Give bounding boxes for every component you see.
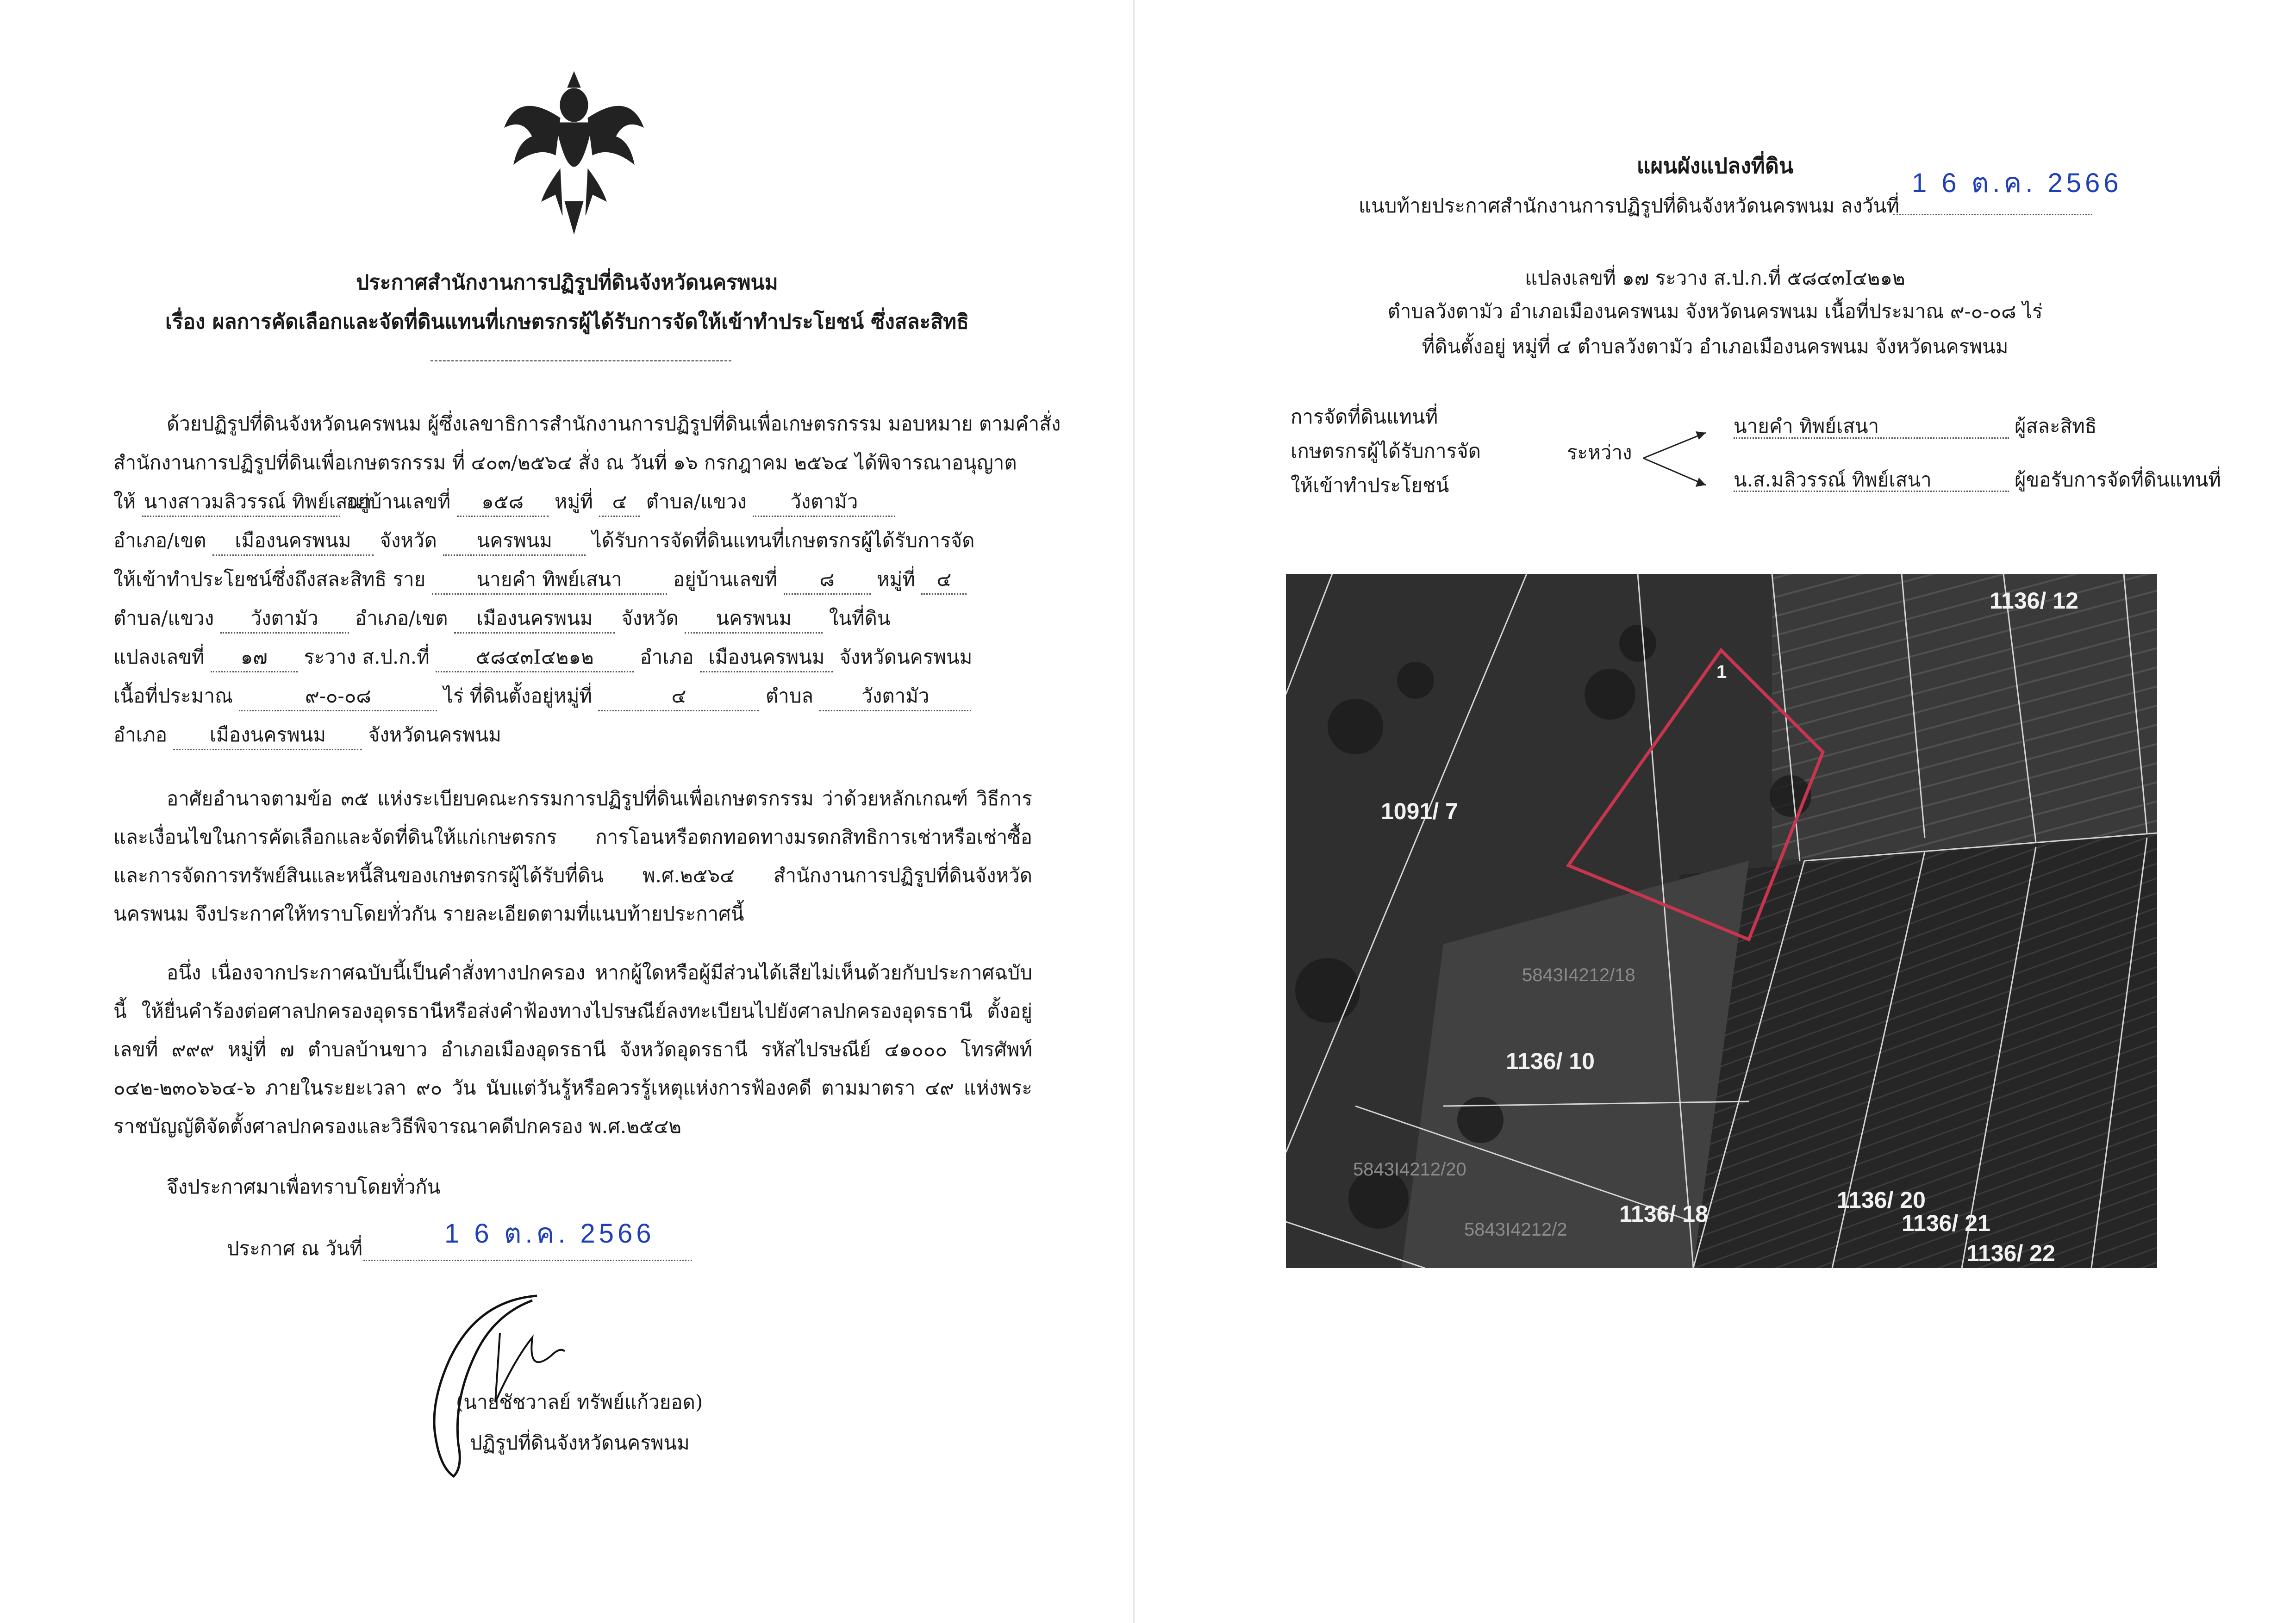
map-sheet-field: ๕๘๔๓I๔๒๑๒ (436, 643, 634, 672)
allocation-line-2: เกษตรกรผู้ได้รับการจัด (1291, 440, 1481, 462)
moo-3-field: ๔ (598, 682, 759, 711)
parcel-label-1136-12: 1136/ 12 (1990, 588, 2078, 614)
plot-line: แปลงเลขที่ ๑๗ ระวาง ส.ป.ก.ที่ ๕๘๔๓I๔๒๑๒ (1525, 267, 1905, 289)
announcement-page (0, 0, 1134, 1623)
announcement-subject: เรื่อง ผลการคัดเลือกและจัดที่ดินแทนที่เกษตรกรผู้ได้รับการจัดให้เข้าทำประโยชน์ ซึ่งสละสิทธิ (165, 310, 969, 334)
province-field: นครพนม (443, 527, 586, 556)
paragraph-1-line-1: ด้วยปฏิรูปที่ดินจังหวัดนครพนม ผู้ซึ่งเลขาธิการสำนักงานการปฏิรูปที่ดินเพื่อเกษตรกรรม มอบหมาย ตามคำสั่ง (167, 412, 1061, 435)
aerial-plot-map (1286, 574, 2157, 1268)
waiver-name-field: นายคำ ทิพย์เสนา (432, 566, 667, 595)
aerial-photo (1286, 574, 2157, 1268)
location-line: ตำบลวังตามัว อำเภอเมืองนครพนม จังหวัดนครพนม เนื้อที่ประมาณ ๙-๐-๐๘ ไร่ (1387, 300, 2043, 323)
house-number-2-field: ๘ (784, 566, 871, 595)
closing-text: จึงประกาศมาเพื่อทราบโดยทั่วกัน (167, 1175, 441, 1198)
tambon-2-field: วังตามัว (220, 604, 349, 634)
paragraph-1-line-2: สำนักงานการปฏิรูปที่ดินเพื่อเกษตรกรรม ที่ ๔๐๓/๒๕๖๔ สั่ง ณ วันที่ ๑๖ กรกฎาคม ๒๕๖๔ ได้พิจารณาอนุญาต (113, 451, 1017, 474)
announce-date-stamp: 1 6 ต.ค. 2566 (444, 1219, 655, 1249)
tambon-3-field: วังตามัว (819, 682, 971, 711)
parcel-label-1136-21: 1136/ 21 (1902, 1210, 1990, 1236)
plan-subtitle-label: แนบท้ายประกาศสำนักงานการปฏิรูปที่ดินจังหวัดนครพนม ลงวันที่ (1359, 194, 1899, 217)
parcel-label-5843-20: 5843I4212/20 (1353, 1159, 1466, 1180)
title-divider (430, 360, 731, 361)
announce-date-label: ประกาศ ณ วันที่ (227, 1237, 363, 1260)
plan-date-stamp: 1 6 ต.ค. 2566 (1912, 168, 2122, 198)
parcel-label-1136-20: 1136/ 20 (1837, 1187, 1926, 1213)
moo-field: ๔ (599, 488, 640, 517)
branch-arrows-icon (1641, 426, 1715, 495)
parcel-label-5843-18: 5843I4212/18 (1522, 965, 1635, 985)
house-number-field: ๑๕๘ (457, 488, 549, 517)
parcel-label-1136-22: 1136/ 22 (1966, 1240, 2055, 1266)
signature-icon (421, 1282, 616, 1490)
plot-number-field: ๑๗ (211, 643, 298, 672)
allocation-line-1: การจัดที่ดินแทนที่ (1291, 405, 1438, 428)
party-1-name: นายคำ ทิพย์เสนา (1734, 415, 1879, 437)
amphoe-2-field: เมืองนครพนม (454, 604, 615, 634)
amphoe-3-field: เมืองนครพนม (700, 643, 833, 672)
parcel-label-1091-7: 1091/ 7 (1381, 798, 1458, 824)
tambon-field: วังตามัว (753, 488, 895, 517)
amphoe-4-field: เมืองนครพนม (173, 721, 362, 750)
garuda-emblem-icon (500, 62, 648, 238)
vertex-label: 1 (1716, 662, 1727, 682)
form-line-3: ให้ นางสาวมลิวรรณ์ ทิพย์เสนา อยู่บ้านเลขที่ ๑๕๘ หมู่ที่ ๔ ตำบล/แขวง วังตามัว (113, 488, 895, 517)
area-field: ๙-๐-๐๘ (239, 682, 437, 711)
signer-title: ปฏิรูปที่ดินจังหวัดนครพนม (470, 1431, 690, 1454)
moo-2-field: ๔ (921, 566, 967, 595)
parcel-label-5843-2: 5843I4212/2 (1464, 1219, 1567, 1240)
party-2-role: ผู้ขอรับการจัดที่ดินแทนที่ (2015, 468, 2221, 491)
form-line-6: ตำบล/แขวง วังตามัว อำเภอ/เขต เมืองนครพนม จังหวัด นครพนม ในที่ดิน (113, 604, 891, 634)
address-line: ที่ดินตั้งอยู่ หมู่ที่ ๔ ตำบลวังตามัว อำเภอเมืองนครพนม จังหวัดนครพนม (1422, 335, 2009, 358)
plan-date-line (1893, 214, 2092, 215)
plan-title: แผนผังแปลงที่ดิน (1636, 153, 1794, 178)
form-line-8: เนื้อที่ประมาณ ๙-๐-๐๘ ไร่ ที่ดินตั้งอยู่หมู่ที่ ๔ ตำบล วังตามัว (113, 682, 971, 711)
signer-name: (นายชัชวาลย์ ทรัพย์แก้วยอด) (456, 1391, 703, 1413)
announce-date-line (363, 1260, 692, 1261)
amphoe-field: เมืองนครพนม (212, 527, 374, 556)
parcel-label-1136-18: 1136/ 18 (1619, 1201, 1708, 1227)
paragraph-2: อาศัยอำนาจตามข้อ ๓๕ แห่งระเบียบคณะกรรมการปฏิรูปที่ดินเพื่อเกษตรกรรม ว่าด้วยหลักเกณฑ์ วิธีการ และเงื่อนไขในการคัดเลือกและจัดที่ดินให้แก่เกษตรกร การโอนหรือตกทอดทางมรดกสิทธิการเช่าหรือเช่าซื้อ และการจัดการทรัพย์สินและหนี้สินของเกษตรกรผู้ได้รับที่ดิน พ.ศ.๒๕๖๔ สำนักงานการปฏิรูปที่ดินจังหวัดนครพนม จึงประกาศให้ทราบโดยทั่วกัน รายละเอียดตามที่แนบท้ายประกาศนี้ (113, 787, 1032, 925)
party-2-name: น.ส.มลิวรรณ์ ทิพย์เสนา (1734, 468, 1932, 491)
allocation-line-3: ให้เข้าทำประโยชน์ (1291, 474, 1449, 497)
form-line-9: อำเภอ เมืองนครพนม จังหวัดนครพนม (113, 721, 501, 750)
announcement-title: ประกาศสำนักงานการปฏิรูปที่ดินจังหวัดนครพนม (356, 271, 778, 294)
party-1-line (1734, 437, 2009, 439)
form-line-7: แปลงเลขที่ ๑๗ ระวาง ส.ป.ก.ที่ ๕๘๔๓I๔๒๑๒ อำเภอ เมืองนครพนม จังหวัดนครพนม (113, 643, 972, 672)
form-line-5: ให้เข้าทำประโยชน์ซึ่งถึงสละสิทธิ ราย นายคำ ทิพย์เสนา อยู่บ้านเลขที่ ๘ หมู่ที่ ๔ (113, 566, 967, 595)
applicant-name-field: นางสาวมลิวรรณ์ ทิพย์เสนา (142, 488, 340, 517)
form-line-4: อำเภอ/เขต เมืองนครพนม จังหวัด นครพนม ได้รับการจัดที่ดินแทนที่เกษตรกรผู้ได้รับการจัด (113, 527, 975, 556)
between-label: ระหว่าง (1567, 441, 1632, 464)
parcel-label-1136-10: 1136/ 10 (1506, 1048, 1595, 1074)
party-1-role: ผู้สละสิทธิ (2015, 415, 2097, 437)
party-2-line (1734, 491, 2009, 492)
paragraph-3: อนึ่ง เนื่องจากประกาศฉบับนี้เป็นคำสั่งทางปกครอง หากผู้ใดหรือผู้มีส่วนได้เสียไม่เห็นด้วยกับประกาศฉบับนี้ ให้ยื่นคำร้องต่อศาลปกครองอุดรธานีหรือส่งคำฟ้องทางไปรษณีย์ลงทะเบียนไปยังศาลปกครองอุดรธานี ตั้งอยู่เลขที่ ๙๙๙ หมู่ที่ ๗ ตำบลบ้านขาว อำเภอเมืองอุดรธานี จังหวัดอุดรธานี รหัสไปรษณีย์ ๔๑๐๐๐ โทรศัพท์ ๐๔๒-๒๓๐๖๖๔-๖ ภายในระยะเวลา ๙๐ วัน นับแต่วันรู้หรือควรรู้เหตุแห่งการฟ้องคดี ตามมาตรา ๔๙ แห่งพระราชบัญญัติจัดตั้งศาลปกครองและวิธีพิจารณาคดีปกครอง พ.ศ.๒๕๔๒ (113, 961, 1032, 1138)
province-2-field: นครพนม (685, 604, 823, 634)
